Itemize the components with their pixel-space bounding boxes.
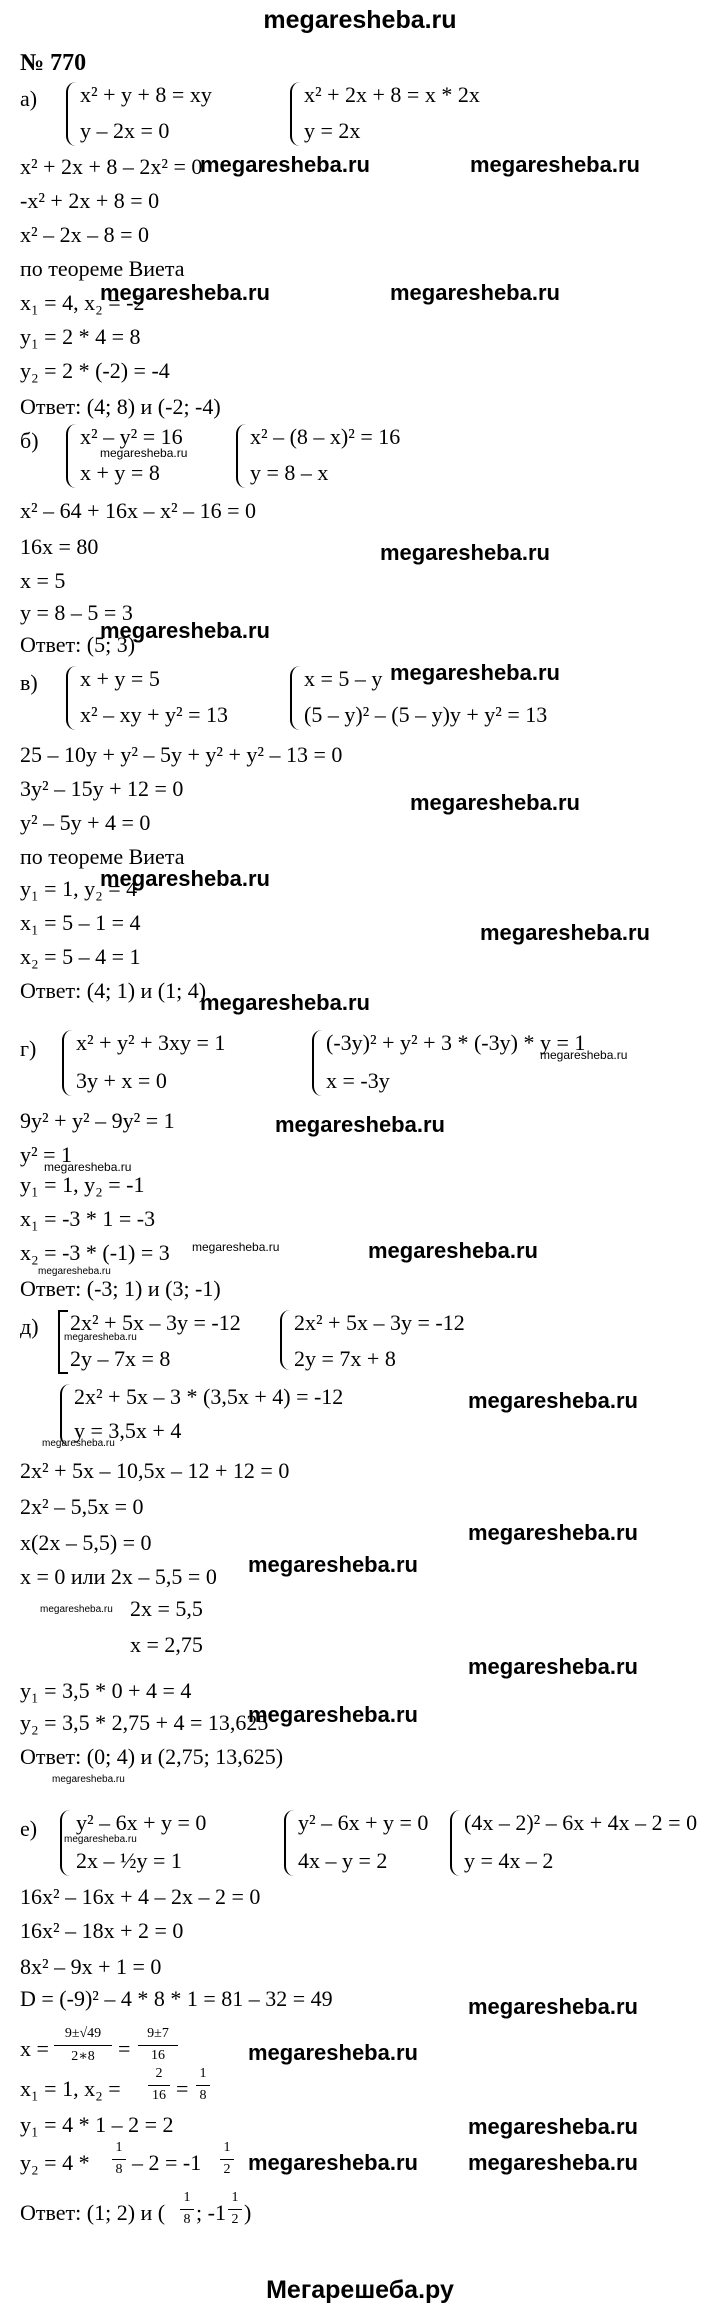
fraction-denominator: 16 — [151, 2048, 165, 2063]
watermark: megaresheba.ru — [468, 2150, 638, 2175]
watermark: megaresheba.ru — [44, 1160, 132, 1174]
part-b-label: б) — [20, 428, 39, 453]
part-e-label: е) — [20, 1816, 38, 1841]
equation: x₂ = 5 – 4 = 1 — [20, 944, 141, 969]
equation: x + y = 8 — [80, 460, 160, 485]
fraction-bar — [228, 2209, 242, 2210]
equation: 2x² + 5x – 3 * (3,5x + 4) = -12 — [74, 1384, 344, 1409]
text-line: по теореме Виета — [20, 844, 185, 869]
equation: D = (-9)² – 4 * 8 * 1 = 81 – 32 = 49 — [20, 1986, 333, 2011]
watermark: megaresheba.ru — [480, 920, 650, 945]
equation: = — [176, 2076, 189, 2101]
equation: x = 0 или 2x – 5,5 = 0 — [20, 1564, 217, 1589]
part-v-label: в) — [20, 670, 38, 695]
watermark: megaresheba.ru — [42, 1438, 115, 1449]
equation: x² – y² = 16 — [80, 424, 183, 449]
brace — [62, 1030, 74, 1096]
equation: x + y = 5 — [80, 666, 160, 691]
equation: x = 5 – y — [304, 666, 383, 691]
watermark: megaresheba.ru — [200, 990, 370, 1015]
equation: 25 – 10y + y² – 5y + y² + y² – 13 = 0 — [20, 742, 343, 767]
brace — [312, 1030, 324, 1096]
equation: x₁ = 4, x₂ = -2 — [20, 290, 145, 315]
equation: y = 2x — [304, 118, 361, 143]
equation: y² – 5y + 4 = 0 — [20, 810, 151, 835]
equation: 2x² – 5,5x = 0 — [20, 1494, 144, 1519]
equation: x₁ = 1, x₂ = — [20, 2076, 121, 2101]
watermark: megaresheba.ru — [100, 446, 188, 460]
fraction-denominator: 8 — [183, 2212, 191, 2227]
equation: y₁ = 3,5 * 0 + 4 = 4 — [20, 1678, 192, 1703]
equation: y₁ = 1, y₂ = -1 — [20, 1172, 145, 1197]
equation: y = 3,5x + 4 — [74, 1418, 182, 1443]
watermark: megaresheba.ru — [275, 1112, 445, 1137]
watermark: megaresheba.ru — [40, 1604, 113, 1615]
fraction-denominator: 2∗8 — [71, 2049, 95, 2064]
equation: 8x² – 9x + 1 = 0 — [20, 1954, 162, 1979]
equation: 4x – y = 2 — [298, 1848, 388, 1873]
equation: -x² + 2x + 8 = 0 — [20, 188, 160, 213]
equation: 2x² + 5x – 3y = -12 — [70, 1310, 241, 1335]
fraction-bar — [220, 2159, 234, 2160]
brace — [66, 82, 78, 146]
watermark: megaresheba.ru — [390, 280, 560, 305]
brace — [60, 1384, 72, 1446]
fraction-bar — [180, 2209, 194, 2210]
answer: Ответ: (4; 8) и (-2; -4) — [20, 394, 221, 419]
fraction-denominator: 2 — [231, 2212, 239, 2227]
answer: Ответ: (1; 2) и ( — [20, 2200, 166, 2225]
equation: x = 2,75 — [130, 1632, 203, 1657]
equation: 2x² + 5x – 10,5x – 12 + 12 = 0 — [20, 1458, 290, 1483]
equation: 2x = 5,5 — [130, 1596, 203, 1621]
brace — [236, 424, 248, 488]
text-line: по теореме Виета — [20, 256, 185, 281]
answer: ; -1 — [196, 2200, 226, 2225]
watermark: megaresheba.ru — [468, 1388, 638, 1413]
equation: (5 – y)² – (5 – y)y + y² = 13 — [304, 702, 548, 727]
watermark: megaresheba.ru — [52, 1774, 125, 1785]
equation: x₁ = -3 * 1 = -3 — [20, 1206, 156, 1231]
equation: x² + 2x + 8 – 2x² = 0 — [20, 154, 203, 179]
equation: x² – xy + y² = 13 — [80, 702, 229, 727]
equation: 2y – 7x = 8 — [70, 1346, 171, 1371]
fraction-numerator: 9±√49 — [64, 2026, 102, 2041]
fraction-numerator: 1 — [183, 2190, 191, 2205]
answer: Ответ: (4; 1) и (1; 4) — [20, 978, 207, 1003]
problem-number: № 770 — [20, 50, 87, 76]
equation: y² – 6x + y = 0 — [298, 1810, 429, 1835]
equation: x² + y + 8 = xy — [80, 82, 212, 107]
equation: x = — [20, 2036, 49, 2061]
equation: x² + y² + 3xy = 1 — [76, 1030, 226, 1055]
equation: x² + 2x + 8 = x * 2x — [304, 82, 480, 107]
fraction-denominator: 8 — [115, 2162, 123, 2177]
equation: y₂ = 3,5 * 2,75 + 4 = 13,625 — [20, 1710, 269, 1735]
fraction-bar — [138, 2045, 178, 2046]
equation: y₂ = 4 * — [20, 2150, 90, 2175]
equation: y² = 1 — [20, 1142, 73, 1167]
brace — [450, 1810, 462, 1876]
watermark: megaresheba.ru — [248, 2150, 418, 2175]
watermark: megaresheba.ru — [410, 790, 580, 815]
equation: 16x² – 18x + 2 = 0 — [20, 1918, 184, 1943]
answer: Ответ: (0; 4) и (2,75; 13,625) — [20, 1744, 284, 1769]
fraction-numerator: 2 — [155, 2066, 163, 2081]
equation: 3y + x = 0 — [76, 1068, 167, 1093]
equation: y₁ = 4 * 1 – 2 = 2 — [20, 2112, 174, 2137]
equation: y₂ = 2 * (-2) = -4 — [20, 358, 170, 383]
fraction-numerator: 1 — [231, 2190, 239, 2205]
fraction-numerator: 1 — [115, 2140, 123, 2155]
watermark: megaresheba.ru — [38, 1266, 111, 1277]
brace — [290, 666, 302, 730]
equation: 16x = 80 — [20, 534, 99, 559]
answer: ) — [244, 2200, 252, 2225]
equation: x² – 2x – 8 = 0 — [20, 222, 150, 247]
watermark: megaresheba.ru — [248, 2040, 418, 2065]
equation: 16x² – 16x + 4 – 2x – 2 = 0 — [20, 1884, 261, 1909]
fraction-bar — [54, 2045, 112, 2046]
fraction-denominator: 2 — [223, 2162, 231, 2177]
equation: y₁ = 1, y₂ = 4 — [20, 876, 138, 901]
site-footer[interactable]: Мегарешеба.ру — [266, 2276, 454, 2304]
brace — [66, 424, 78, 488]
fraction-denominator: 16 — [152, 2088, 166, 2103]
equation: x₂ = -3 * (-1) = 3 — [20, 1240, 170, 1265]
equation: x = -3y — [326, 1068, 390, 1093]
brace — [280, 1310, 292, 1370]
watermark: megaresheba.ru — [540, 1048, 628, 1062]
watermark: megaresheba.ru — [248, 1702, 418, 1727]
equation: 2x – ½y = 1 — [76, 1848, 182, 1873]
brace — [66, 666, 78, 730]
watermark: megaresheba.ru — [390, 660, 560, 685]
watermark: megaresheba.ru — [248, 1552, 418, 1577]
watermark: megaresheba.ru — [100, 280, 270, 305]
equation: (4x – 2)² – 6x + 4x – 2 = 0 — [464, 1810, 698, 1835]
equation: – 2 = -1 — [132, 2150, 202, 2175]
equation: y = 4x – 2 — [464, 1848, 554, 1873]
equation: x² – (8 – x)² = 16 — [250, 424, 401, 449]
brace — [290, 82, 302, 146]
fraction-denominator: 8 — [199, 2088, 207, 2103]
answer: Ответ: (-3; 1) и (3; -1) — [20, 1276, 221, 1301]
watermark: megaresheba.ru — [64, 1332, 137, 1343]
equation: y – 2x = 0 — [80, 118, 170, 143]
answer: Ответ: (5; 3) — [20, 632, 136, 657]
equation: y = 8 – 5 = 3 — [20, 600, 133, 625]
watermark: megaresheba.ru — [192, 1240, 280, 1254]
equation: 2y = 7x + 8 — [294, 1346, 396, 1371]
equation: (-3y)² + y² + 3 * (-3y) * y = 1 — [326, 1030, 586, 1055]
watermark: megaresheba.ru — [200, 152, 370, 177]
equation: y = 8 – x — [250, 460, 329, 485]
watermark: megaresheba.ru — [468, 1654, 638, 1679]
watermark: megaresheba.ru — [380, 540, 550, 565]
brace — [284, 1810, 296, 1876]
fraction-bar — [148, 2085, 170, 2086]
equation: x₁ = 5 – 1 = 4 — [20, 910, 141, 935]
watermark: megaresheba.ru — [468, 2114, 638, 2139]
part-a-label: а) — [20, 86, 38, 111]
equation: y² – 6x + y = 0 — [76, 1810, 207, 1835]
equation: 2x² + 5x – 3y = -12 — [294, 1310, 465, 1335]
watermark: megaresheba.ru — [468, 1520, 638, 1545]
watermark: megaresheba.ru — [64, 1834, 137, 1845]
watermark: megaresheba.ru — [100, 866, 270, 891]
watermark: megaresheba.ru — [368, 1238, 538, 1263]
equation: y₁ = 2 * 4 = 8 — [20, 324, 141, 349]
fraction-bar — [112, 2159, 126, 2160]
watermark: megaresheba.ru — [470, 152, 640, 177]
equation: x² – 64 + 16x – x² – 16 = 0 — [20, 498, 257, 523]
fraction-numerator: 1 — [199, 2066, 207, 2081]
fraction-numerator: 1 — [223, 2140, 231, 2155]
part-g-label: г) — [20, 1036, 37, 1061]
equation: = — [118, 2036, 131, 2061]
fraction-bar — [196, 2085, 210, 2086]
equation: x = 5 — [20, 568, 66, 593]
fraction-numerator: 9±7 — [147, 2026, 169, 2041]
part-d-label: д) — [20, 1314, 39, 1339]
watermark: megaresheba.ru — [100, 618, 270, 643]
site-header[interactable]: megaresheba.ru — [263, 6, 457, 34]
equation: 3y² – 15y + 12 = 0 — [20, 776, 184, 801]
equation: x(2x – 5,5) = 0 — [20, 1530, 152, 1555]
watermark: megaresheba.ru — [468, 1994, 638, 2019]
equation: 9y² + y² – 9y² = 1 — [20, 1108, 175, 1133]
